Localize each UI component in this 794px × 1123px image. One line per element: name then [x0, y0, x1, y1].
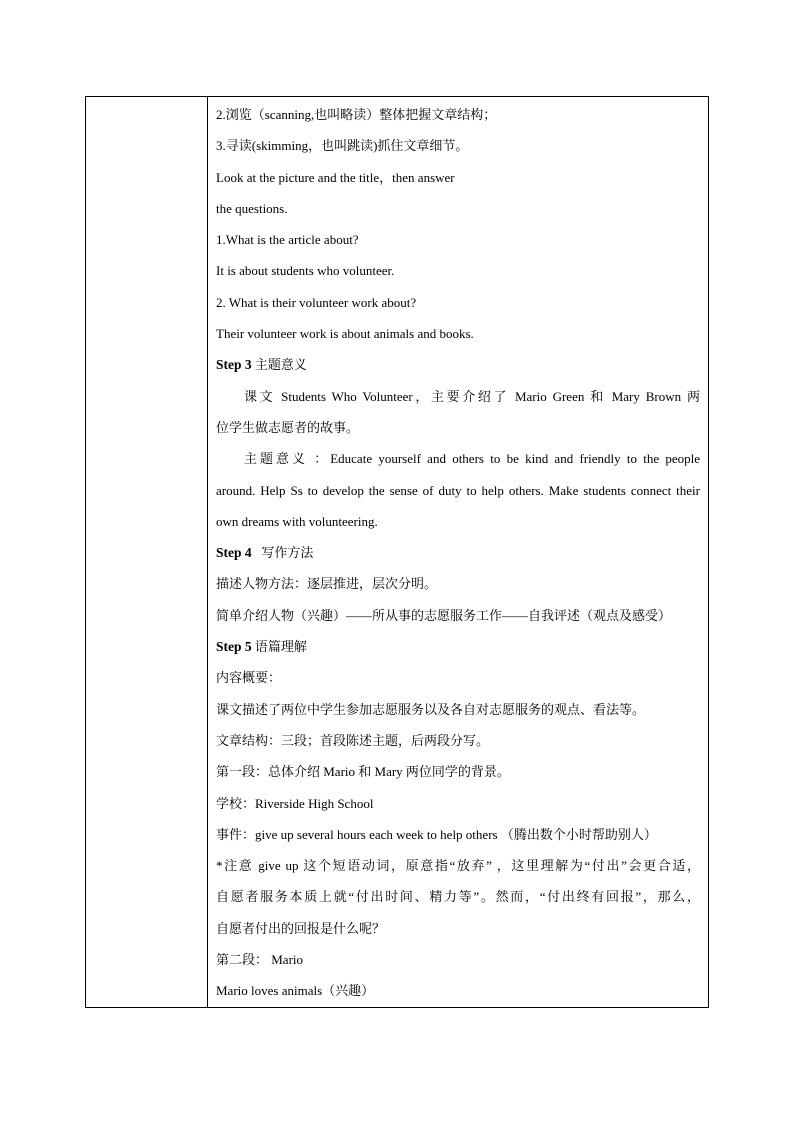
step-heading: [216, 349, 700, 380]
text-line: 内容概要：: [216, 670, 282, 686]
step-title: 语篇理解: [254, 639, 307, 655]
text-line: 自愿者服务本质上就“付出时间、精力等”。然而，“付出终有回报”，那么，: [216, 889, 700, 905]
text-line: 2. What is their volunteer work about?: [216, 294, 417, 310]
text-line: 课文描述了两位中学生参加志愿服务以及各自对志愿服务的观点、看法等。: [216, 701, 646, 717]
text-line: 2.浏览（scanning,也叫略读）整体把握文章结构；: [216, 107, 497, 122]
text-line: Look at the picture and the title，then answer: [216, 169, 455, 185]
text-line: 第一段：总体介绍 Mario 和 Mary 两位同学的背景。: [216, 764, 510, 780]
table-left-column: [86, 97, 208, 1007]
step-label: Step 4: [216, 545, 252, 561]
table-content-column: [208, 97, 708, 1007]
text-line: It is about students who volunteer.: [216, 263, 395, 279]
step-title: 写作方法: [261, 545, 314, 561]
lesson-table: [85, 96, 709, 1008]
text-line: Their volunteer work is about animals and books.: [216, 326, 474, 342]
text-line: own dreams with volunteering.: [216, 513, 378, 529]
text-line: 文章结构：三段；首段陈述主题，后两段分写。: [216, 732, 490, 748]
step-label: Step 5: [216, 639, 252, 655]
text-line: 自愿者付出的回报是什么呢？: [216, 920, 386, 936]
text-line: 学校：Riverside High School: [216, 795, 374, 811]
text-line: 3.寻读(skimming，也叫跳读)抓住文章细节。: [216, 138, 469, 154]
step-heading: [216, 631, 700, 662]
text-line: 描述人物方法：逐层推进，层次分明。: [216, 576, 438, 592]
step-heading: [216, 537, 700, 568]
text-line: 事件：give up several hours each week to help others （腾出数个小时帮助别人）: [216, 826, 657, 842]
text-line: Mario loves animals（兴趣）: [216, 983, 375, 999]
text-line: around. Help Ss to develop the sense of duty to help others. Make students connect their: [216, 482, 700, 498]
text-line: 1.What is the article about?: [216, 232, 359, 248]
text-line: 位学生做志愿者的故事。: [216, 419, 360, 435]
text-line: 主题意义 ：Educate yourself and others to be kind and friendly to the people: [244, 451, 700, 467]
text-line: 简单介绍人物（兴趣）——所从事的志愿服务工作——自我评述（观点及感受）: [216, 607, 672, 623]
text-line: 课文 Students Who Volunteer，主要介绍了 Mario Green 和 Mary Brown 两: [244, 388, 700, 404]
text-line: 第二段： Mario: [216, 952, 304, 968]
step-label: Step 3: [216, 357, 252, 373]
text-line: *注意 give up 这个短语动词，原意指“放弃” ，这里理解为“付出”会更合适，: [216, 858, 700, 874]
step-title: 主题意义: [254, 357, 307, 373]
text-line: the questions.: [216, 200, 288, 216]
